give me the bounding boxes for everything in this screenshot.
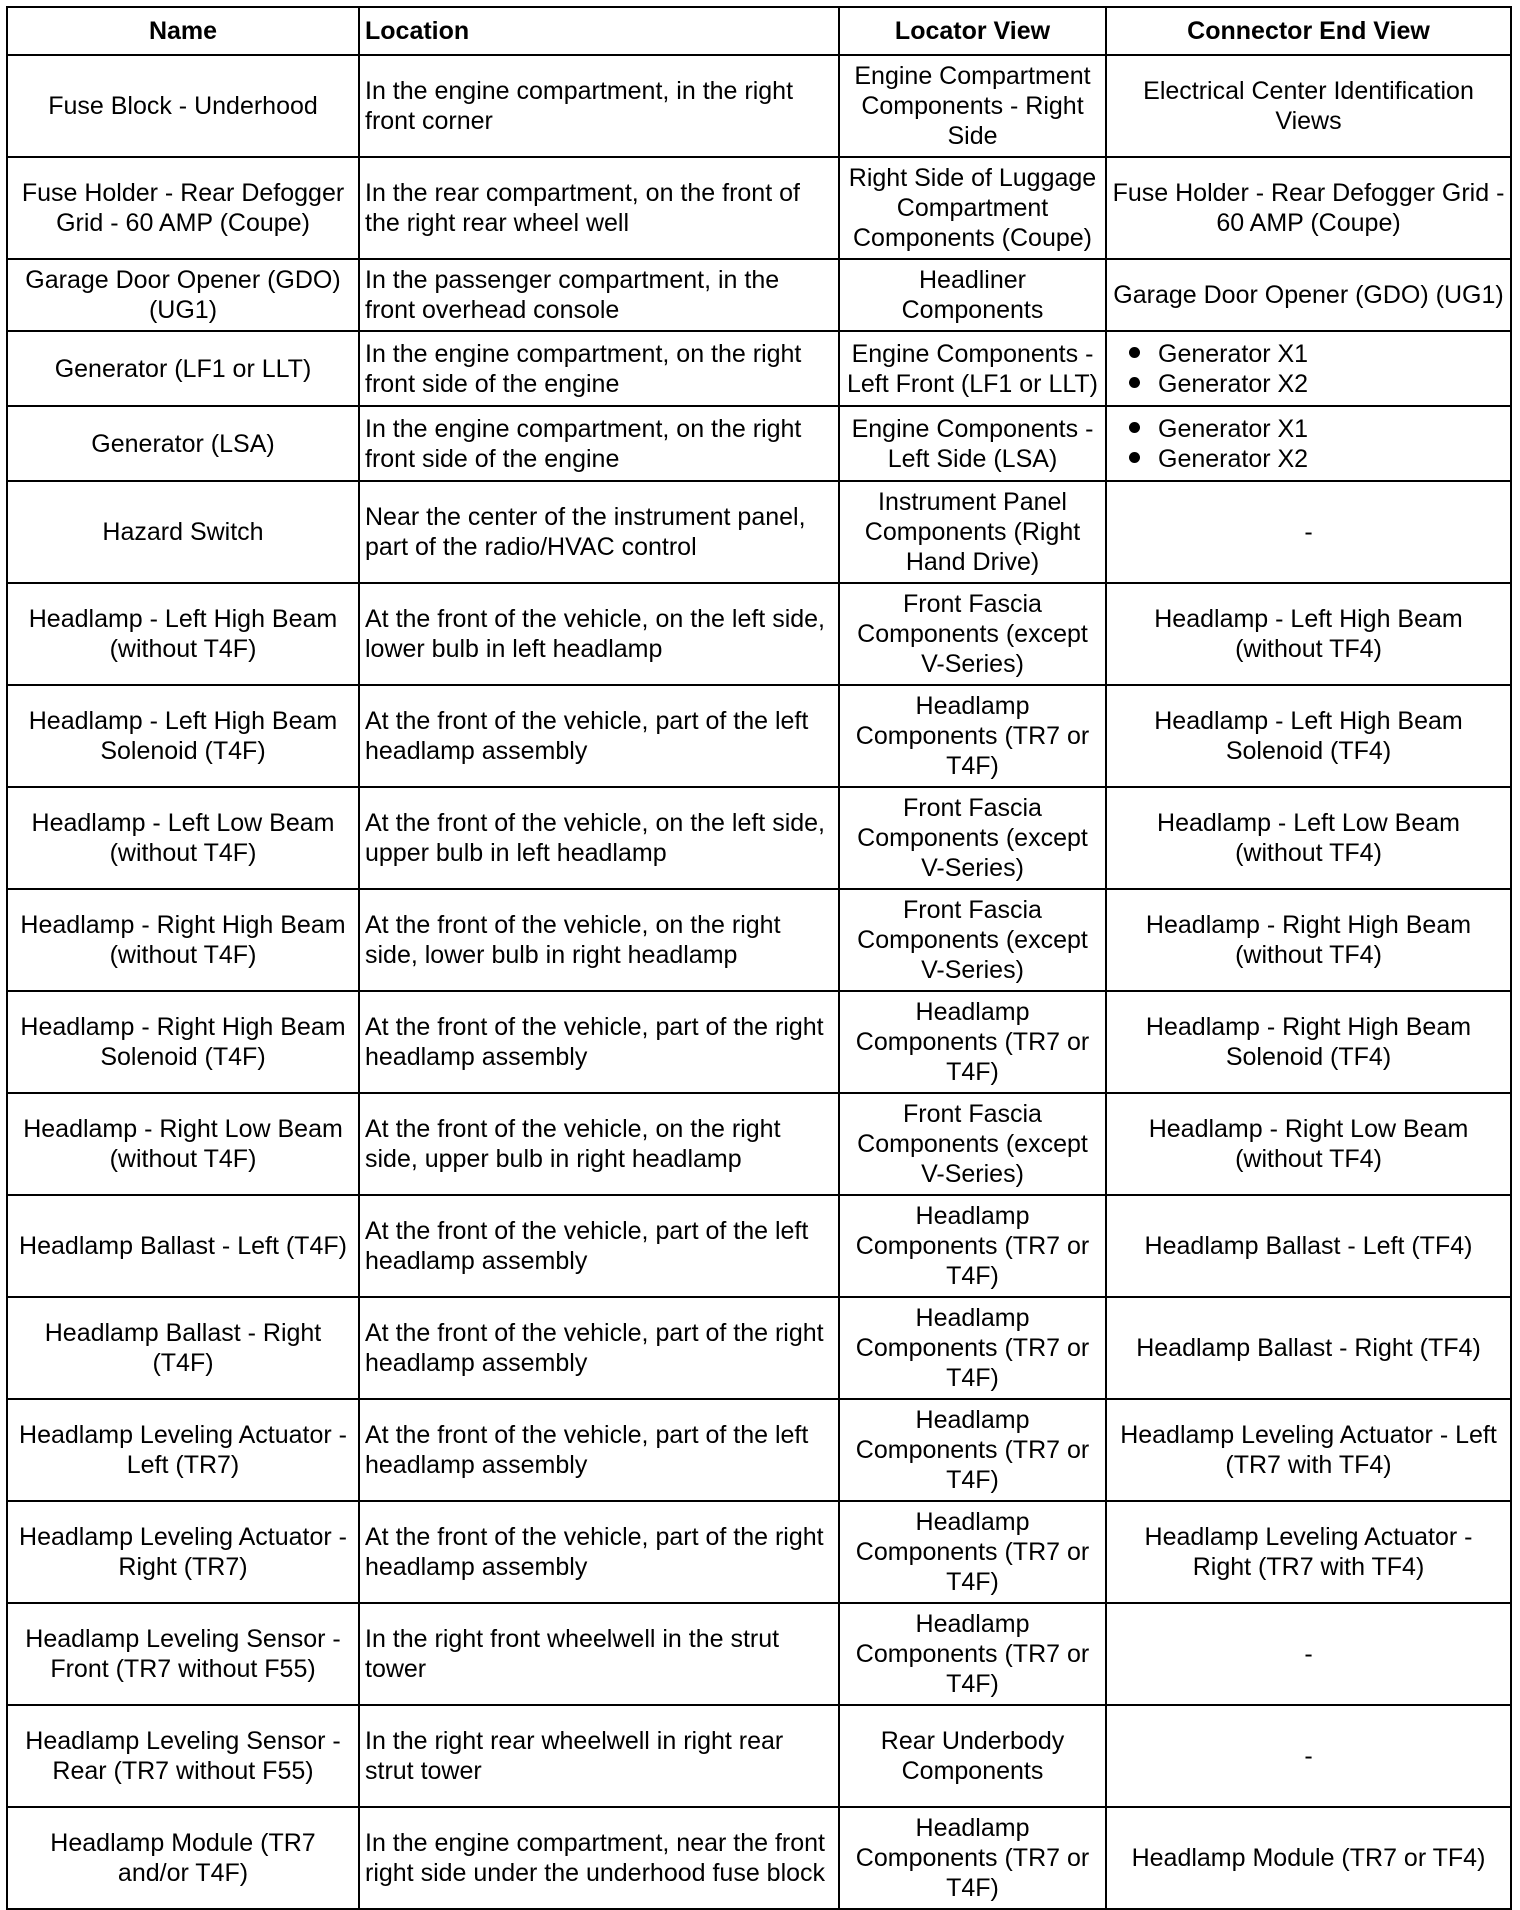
bullet-icon: [1129, 422, 1140, 433]
table-row: [7, 1399, 1511, 1501]
bullet-text: Generator X1: [1158, 339, 1309, 368]
cell-locator-view: Headlamp Components (TR7 or T4F): [839, 1399, 1106, 1501]
table-row: [7, 55, 1511, 157]
table-row: [7, 331, 1511, 406]
cell-name: Headlamp - Right Low Beam (without T4F): [7, 1093, 359, 1195]
cell-name: Headlamp Ballast - Left (T4F): [7, 1195, 359, 1297]
cell-location: In the engine compartment, on the right front side of the engine: [359, 331, 839, 406]
bullet-icon: [1129, 347, 1140, 358]
cell-connector-end-view: Headlamp Ballast - Right (TF4): [1106, 1297, 1511, 1399]
cell-location: In the engine compartment, near the front right side under the underhood fuse block: [359, 1807, 839, 1909]
cell-connector-end-view: Headlamp Leveling Actuator - Left (TR7 with TF4): [1106, 1399, 1511, 1501]
cell-locator-view: Headlamp Components (TR7 or T4F): [839, 991, 1106, 1093]
cell-name: Garage Door Opener (GDO) (UG1): [7, 259, 359, 331]
header-connector-end-view: Connector End View: [1106, 7, 1511, 55]
cell-connector-end-view: [1106, 406, 1511, 481]
cell-name: Headlamp - Left High Beam (without T4F): [7, 583, 359, 685]
cell-name: Headlamp Leveling Sensor - Front (TR7 without F55): [7, 1603, 359, 1705]
cell-locator-view: Front Fascia Components (except V-Series): [839, 889, 1106, 991]
cell-location: At the front of the vehicle, part of the right headlamp assembly: [359, 991, 839, 1093]
cell-locator-view: Headlamp Components (TR7 or T4F): [839, 1501, 1106, 1603]
component-locator-table: [6, 6, 1512, 1910]
table-row: [7, 157, 1511, 259]
table-row: [7, 583, 1511, 685]
cell-locator-view: Engine Components - Left Front (LF1 or LLT): [839, 331, 1106, 406]
cell-name: Fuse Holder - Rear Defogger Grid - 60 AMP (Coupe): [7, 157, 359, 259]
table-row: [7, 889, 1511, 991]
cell-connector-end-view: Headlamp - Left Low Beam (without TF4): [1106, 787, 1511, 889]
bullet-text: Generator X1: [1158, 414, 1309, 443]
table-row: [7, 481, 1511, 583]
table-row: [7, 1603, 1511, 1705]
cell-connector-end-view: Headlamp - Right High Beam Solenoid (TF4): [1106, 991, 1511, 1093]
header-location: Location: [359, 7, 839, 55]
cell-location: At the front of the vehicle, on the right side, lower bulb in right headlamp: [359, 889, 839, 991]
cell-location: In the right front wheelwell in the strut tower: [359, 1603, 839, 1705]
cell-connector-end-view: [1106, 331, 1511, 406]
cell-locator-view: Headlamp Components (TR7 or T4F): [839, 1195, 1106, 1297]
cell-location: At the front of the vehicle, on the left side, lower bulb in left headlamp: [359, 583, 839, 685]
bullet-item: [1129, 414, 1505, 444]
header-locator-view: Locator View: [839, 7, 1106, 55]
cell-locator-view: Headlamp Components (TR7 or T4F): [839, 1807, 1106, 1909]
cell-locator-view: Front Fascia Components (except V-Series): [839, 583, 1106, 685]
cell-locator-view: Front Fascia Components (except V-Series): [839, 787, 1106, 889]
cell-locator-view: Headlamp Components (TR7 or T4F): [839, 1603, 1106, 1705]
table-row: [7, 1297, 1511, 1399]
bullet-item: [1129, 444, 1505, 474]
table-row: [7, 685, 1511, 787]
cell-locator-view: Front Fascia Components (except V-Series): [839, 1093, 1106, 1195]
cell-name: Headlamp - Right High Beam (without T4F): [7, 889, 359, 991]
cell-location: At the front of the vehicle, part of the right headlamp assembly: [359, 1501, 839, 1603]
cell-connector-end-view: -: [1106, 481, 1511, 583]
header-row: [7, 7, 1511, 55]
cell-name: Hazard Switch: [7, 481, 359, 583]
cell-locator-view: Engine Compartment Components - Right Side: [839, 55, 1106, 157]
cell-name: Headlamp Leveling Actuator - Left (TR7): [7, 1399, 359, 1501]
table-row: [7, 259, 1511, 331]
cell-location: In the right rear wheelwell in right rear strut tower: [359, 1705, 839, 1807]
cell-name: Headlamp Leveling Sensor - Rear (TR7 without F55): [7, 1705, 359, 1807]
table-row: [7, 1093, 1511, 1195]
cell-connector-end-view: Headlamp - Left High Beam (without TF4): [1106, 583, 1511, 685]
cell-name: Generator (LF1 or LLT): [7, 331, 359, 406]
cell-locator-view: Engine Components - Left Side (LSA): [839, 406, 1106, 481]
bullet-icon: [1129, 452, 1140, 463]
cell-location: At the front of the vehicle, part of the left headlamp assembly: [359, 1399, 839, 1501]
cell-locator-view: Headlamp Components (TR7 or T4F): [839, 685, 1106, 787]
cell-location: At the front of the vehicle, part of the right headlamp assembly: [359, 1297, 839, 1399]
cell-connector-end-view: Garage Door Opener (GDO) (UG1): [1106, 259, 1511, 331]
table-row: [7, 1501, 1511, 1603]
cell-locator-view: Headliner Components: [839, 259, 1106, 331]
table-row: [7, 1195, 1511, 1297]
cell-name: Headlamp Leveling Actuator - Right (TR7): [7, 1501, 359, 1603]
table-row: [7, 1807, 1511, 1909]
cell-locator-view: Headlamp Components (TR7 or T4F): [839, 1297, 1106, 1399]
cell-location: At the front of the vehicle, part of the left headlamp assembly: [359, 1195, 839, 1297]
cell-location: At the front of the vehicle, on the right side, upper bulb in right headlamp: [359, 1093, 839, 1195]
cell-connector-end-view: Headlamp Leveling Actuator - Right (TR7 with TF4): [1106, 1501, 1511, 1603]
cell-connector-end-view: Headlamp - Left High Beam Solenoid (TF4): [1106, 685, 1511, 787]
cell-location: In the engine compartment, on the right front side of the engine: [359, 406, 839, 481]
table-body: [7, 55, 1511, 1909]
bullet-text: Generator X2: [1158, 369, 1309, 398]
cell-locator-view: Right Side of Luggage Compartment Components (Coupe): [839, 157, 1106, 259]
cell-location: In the engine compartment, in the right front corner: [359, 55, 839, 157]
cell-location: In the passenger compartment, in the front overhead console: [359, 259, 839, 331]
cell-name: Headlamp Module (TR7 and/or T4F): [7, 1807, 359, 1909]
table-row: [7, 787, 1511, 889]
cell-name: Fuse Block - Underhood: [7, 55, 359, 157]
cell-connector-end-view: Headlamp - Right Low Beam (without TF4): [1106, 1093, 1511, 1195]
cell-connector-end-view: Headlamp Module (TR7 or TF4): [1106, 1807, 1511, 1909]
cell-connector-end-view: -: [1106, 1603, 1511, 1705]
table-row: [7, 991, 1511, 1093]
header-name: Name: [7, 7, 359, 55]
cell-locator-view: Instrument Panel Components (Right Hand Drive): [839, 481, 1106, 583]
cell-location: Near the center of the instrument panel, part of the radio/HVAC control: [359, 481, 839, 583]
cell-name: Generator (LSA): [7, 406, 359, 481]
table-row: [7, 1705, 1511, 1807]
bullet-item: [1129, 369, 1505, 399]
table-row: [7, 406, 1511, 481]
cell-connector-end-view: Headlamp - Right High Beam (without TF4): [1106, 889, 1511, 991]
cell-name: Headlamp - Left High Beam Solenoid (T4F): [7, 685, 359, 787]
cell-connector-end-view: Headlamp Ballast - Left (TF4): [1106, 1195, 1511, 1297]
bullet-item: [1129, 339, 1505, 369]
cell-connector-end-view: Electrical Center Identification Views: [1106, 55, 1511, 157]
cell-connector-end-view: -: [1106, 1705, 1511, 1807]
cell-location: In the rear compartment, on the front of the right rear wheel well: [359, 157, 839, 259]
bullet-icon: [1129, 377, 1140, 388]
cell-name: Headlamp Ballast - Right (T4F): [7, 1297, 359, 1399]
cell-connector-end-view: Fuse Holder - Rear Defogger Grid - 60 AMP (Coupe): [1106, 157, 1511, 259]
cell-location: At the front of the vehicle, part of the left headlamp assembly: [359, 685, 839, 787]
cell-name: Headlamp - Left Low Beam (without T4F): [7, 787, 359, 889]
bullet-text: Generator X2: [1158, 444, 1309, 473]
cell-locator-view: Rear Underbody Components: [839, 1705, 1106, 1807]
cell-name: Headlamp - Right High Beam Solenoid (T4F): [7, 991, 359, 1093]
cell-location: At the front of the vehicle, on the left side, upper bulb in left headlamp: [359, 787, 839, 889]
